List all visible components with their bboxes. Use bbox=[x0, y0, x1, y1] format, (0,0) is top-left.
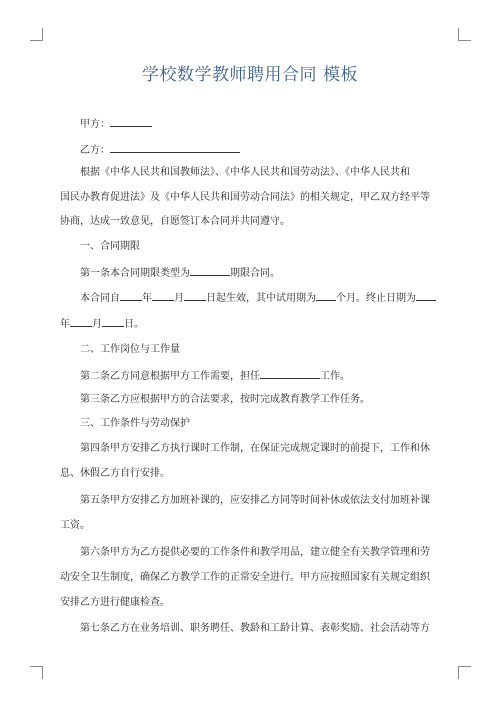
intro-line-2: 国民办教育促进法》及《中华人民共和国劳动合同法》的相关规定，甲乙双方经平等 bbox=[60, 192, 430, 203]
party-a-label: 甲方： bbox=[80, 119, 110, 130]
probation-months-blank[interactable] bbox=[316, 290, 336, 301]
term-text-c: 月 bbox=[174, 293, 184, 304]
start-day-blank[interactable] bbox=[184, 290, 206, 301]
term2-text-a: 年 bbox=[60, 319, 70, 330]
article-6-line-1: 第六条甲方为乙方提供必要的工作条件和教学用品，建立健全有关教学管理和劳 bbox=[80, 547, 430, 558]
term2-text-b: 月 bbox=[92, 319, 102, 330]
term-text-a: 本合同自 bbox=[80, 293, 120, 304]
party-a-line bbox=[80, 116, 152, 132]
article-4-line-2: 息、休假乙方自行安排。 bbox=[60, 468, 170, 479]
article-1 bbox=[80, 265, 280, 281]
article-2 bbox=[80, 368, 350, 384]
term-text-b: 年 bbox=[142, 293, 152, 304]
article-1-text-a: 第一条本合同期限类型为 bbox=[80, 268, 190, 279]
term-line-2 bbox=[60, 316, 144, 332]
article-6-line-2: 动安全卫生制度，确保乙方教学工作的正常安全进行。甲方应按照国家有关规定组织 bbox=[60, 572, 430, 583]
party-b-blank[interactable] bbox=[110, 142, 240, 153]
term2-text-c: 日。 bbox=[124, 319, 144, 330]
term-line-1 bbox=[80, 290, 436, 306]
section-heading-3: 三、工作条件与劳动保护 bbox=[80, 418, 190, 429]
document-title: 学校数学教师聘用合同 模板 bbox=[142, 65, 358, 85]
start-month-blank[interactable] bbox=[152, 290, 174, 301]
crop-mark-bottom-left bbox=[30, 666, 43, 679]
section-heading-1: 一、合同期限 bbox=[80, 241, 140, 252]
section-heading-2: 二、工作岗位与工作量 bbox=[80, 344, 180, 355]
article-7-line-1: 第七条乙方在业务培训、职务聘任、教龄和工龄计算、表彰奖励、社会活动等方 bbox=[80, 623, 430, 634]
crop-mark-bottom-right bbox=[458, 666, 471, 679]
start-year-blank[interactable] bbox=[120, 290, 142, 301]
end-month-blank[interactable] bbox=[70, 316, 92, 327]
article-4-line-1: 第四条甲方安排乙方执行课时工作制，在保证完成规定课时的前提下，工作和休 bbox=[80, 443, 430, 454]
end-year-blank[interactable] bbox=[416, 290, 436, 301]
article-2-text-b: 工作。 bbox=[320, 371, 350, 382]
article-5-line-2: 工资。 bbox=[60, 520, 90, 531]
term-text-d: 日起生效，其中试用期为 bbox=[206, 293, 316, 304]
end-day-blank[interactable] bbox=[102, 316, 124, 327]
article-6-line-3: 安排乙方进行健康检查。 bbox=[60, 597, 170, 608]
intro-line-1: 根据《中华人民共和国教师法》、《中华人民共和国劳动法》、《中华人民共和 bbox=[80, 167, 410, 178]
crop-mark-top-left bbox=[30, 28, 43, 41]
party-b-label: 乙方： bbox=[80, 145, 110, 156]
article-2-text-a: 第二条乙方同意根据甲方工作需要，担任 bbox=[80, 371, 260, 382]
party-b-line bbox=[80, 142, 240, 158]
party-a-blank[interactable] bbox=[110, 116, 152, 127]
article-1-text-b: 期限合同。 bbox=[230, 268, 280, 279]
contract-type-blank[interactable] bbox=[190, 265, 230, 276]
term-text-e: 个月。终止日期为 bbox=[336, 293, 416, 304]
intro-line-3: 协商，达成一致意见，自愿签订本合同并共同遵守。 bbox=[60, 216, 290, 227]
position-blank[interactable] bbox=[260, 368, 320, 379]
crop-mark-top-right bbox=[458, 28, 471, 41]
article-3: 第三条乙方应根据甲方的合法要求，按时完成教育教学工作任务。 bbox=[80, 394, 370, 405]
article-5-line-1: 第五条甲方安排乙方加班补课的，应安排乙方同等时间补休或依法支付加班补课 bbox=[80, 495, 430, 506]
